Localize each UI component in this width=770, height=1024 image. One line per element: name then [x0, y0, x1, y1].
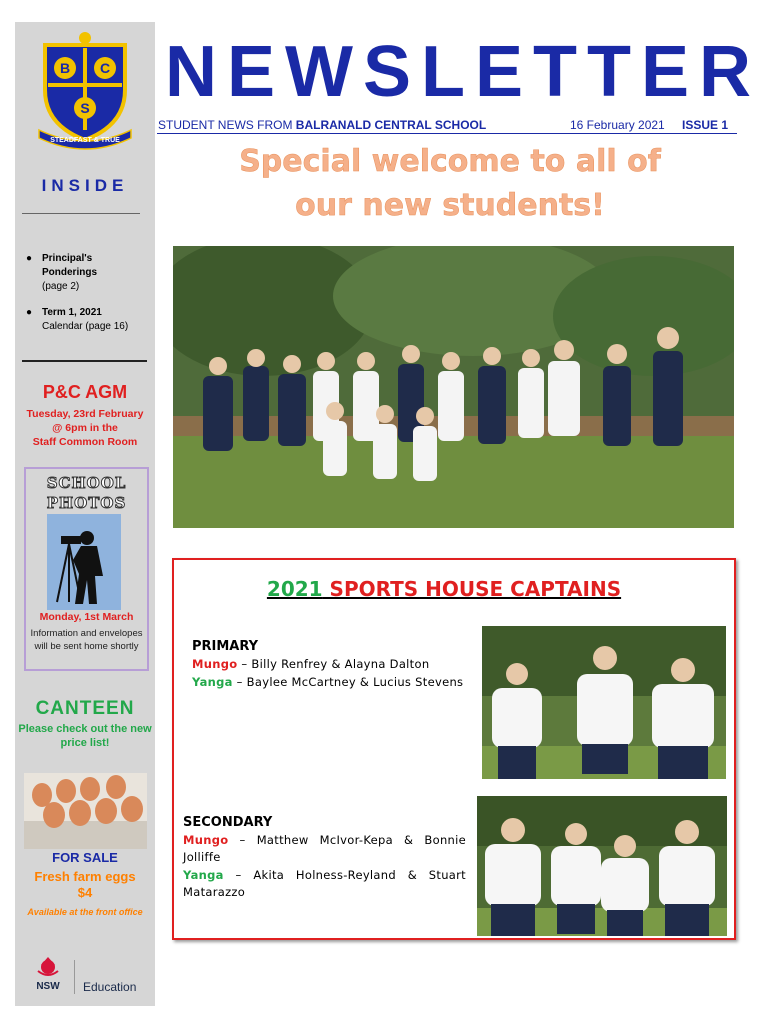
for-sale-item [15, 869, 155, 901]
secondary-captains-photo [477, 796, 727, 936]
primary-heading: PRIMARY [192, 639, 259, 654]
house-captains-year: 2021 [266, 577, 323, 601]
school-photos-title: PHOTOS [46, 494, 127, 512]
school-crest-logo [35, 30, 135, 150]
secondary-yanga-captains [183, 867, 466, 901]
school-photos-title: SCHOOL [46, 474, 127, 492]
headline-line1: Special welcome to all of [239, 144, 661, 179]
pc-agm-location: Staff Common Room [32, 436, 138, 448]
crest-letter-c: C [99, 60, 111, 76]
for-sale-item-name: Fresh farm eggs [34, 869, 136, 884]
bullet-icon: ● [26, 253, 33, 264]
header-subtitle-prefix: STUDENT NEWS FROM [158, 118, 296, 132]
for-sale-price: $4 [77, 885, 93, 900]
inside-item-title: Principal's Ponderings [42, 253, 98, 278]
school-photos-date: Monday, 1st March [39, 611, 134, 623]
captain-names: – Akita Holness-Reyland & Stuart Matarazzo [183, 868, 466, 899]
education-label: Education [83, 980, 137, 994]
pc-agm-date: Tuesday, 23rd February [26, 408, 144, 420]
pc-agm-title: P&C AGM [42, 382, 128, 402]
for-sale-title: FOR SALE [52, 850, 118, 865]
house-label-mungo: Mungo [183, 833, 229, 847]
headline [160, 140, 740, 228]
photographer-icon [47, 514, 121, 610]
canteen-subtitle: Please check out the new price list! [18, 723, 152, 749]
pc-agm-time: @ 6pm in the [52, 422, 118, 434]
headline-line2: our new students! [295, 188, 605, 223]
captain-names: – Baylee McCartney & Lucius Stevens [232, 675, 464, 689]
inside-item-principals-ponderings[interactable] [26, 252, 146, 294]
secondary-heading: SECONDARY [183, 815, 273, 830]
house-captains-title [172, 577, 716, 601]
secondary-mungo-captains [183, 832, 466, 866]
nsw-waratah-logo [28, 957, 68, 993]
inside-item-page: (page 2) [42, 281, 80, 292]
house-label-mungo: Mungo [192, 657, 238, 671]
inside-heading: INSIDE [41, 176, 129, 195]
house-label-yanga: Yanga [192, 675, 233, 689]
logo-divider [74, 960, 75, 994]
inside-item-title: Term 1, 2021 [42, 307, 102, 318]
inside-item-page: (page 16) [85, 321, 129, 332]
house-label-yanga: Yanga [183, 868, 224, 882]
inside-divider [22, 213, 140, 214]
captain-names: – Billy Renfrey & Alayna Dalton [237, 657, 430, 671]
primary-yanga-captains [192, 674, 463, 691]
header-subtitle [158, 118, 486, 132]
header-divider [157, 133, 737, 134]
inside-item-detail: Calendar [42, 321, 83, 332]
crest-letter-s: S [80, 100, 90, 116]
masthead-title: NEWSLETTER [165, 32, 761, 112]
house-captains-heading: SPORTS HOUSE CAPTAINS [322, 577, 622, 601]
sidebar-divider [22, 360, 147, 362]
crest-letter-b: B [59, 60, 71, 76]
bullet-icon: ● [26, 307, 33, 318]
school-name: BALRANALD CENTRAL SCHOOL [295, 118, 487, 132]
for-sale-note: Available at the front office [27, 907, 143, 917]
inside-item-calendar[interactable] [26, 306, 146, 334]
primary-captains-photo [482, 626, 726, 779]
canteen-title: CANTEEN [35, 698, 135, 719]
issue-number: ISSUE 1 [682, 118, 729, 132]
captain-names: – Matthew McIvor-Kepa & Bonnie Jolliffe [183, 833, 466, 864]
school-photos-info: Information and envelopes will be sent home shortly [30, 628, 143, 652]
eggs-image [24, 773, 147, 849]
nsw-logo-text: NSW [36, 981, 60, 992]
primary-mungo-captains [192, 656, 429, 673]
issue-date: 16 February 2021 [570, 118, 665, 132]
new-students-group-photo [173, 246, 734, 528]
crest-motto: STEADFAST & TRUE [50, 137, 120, 144]
